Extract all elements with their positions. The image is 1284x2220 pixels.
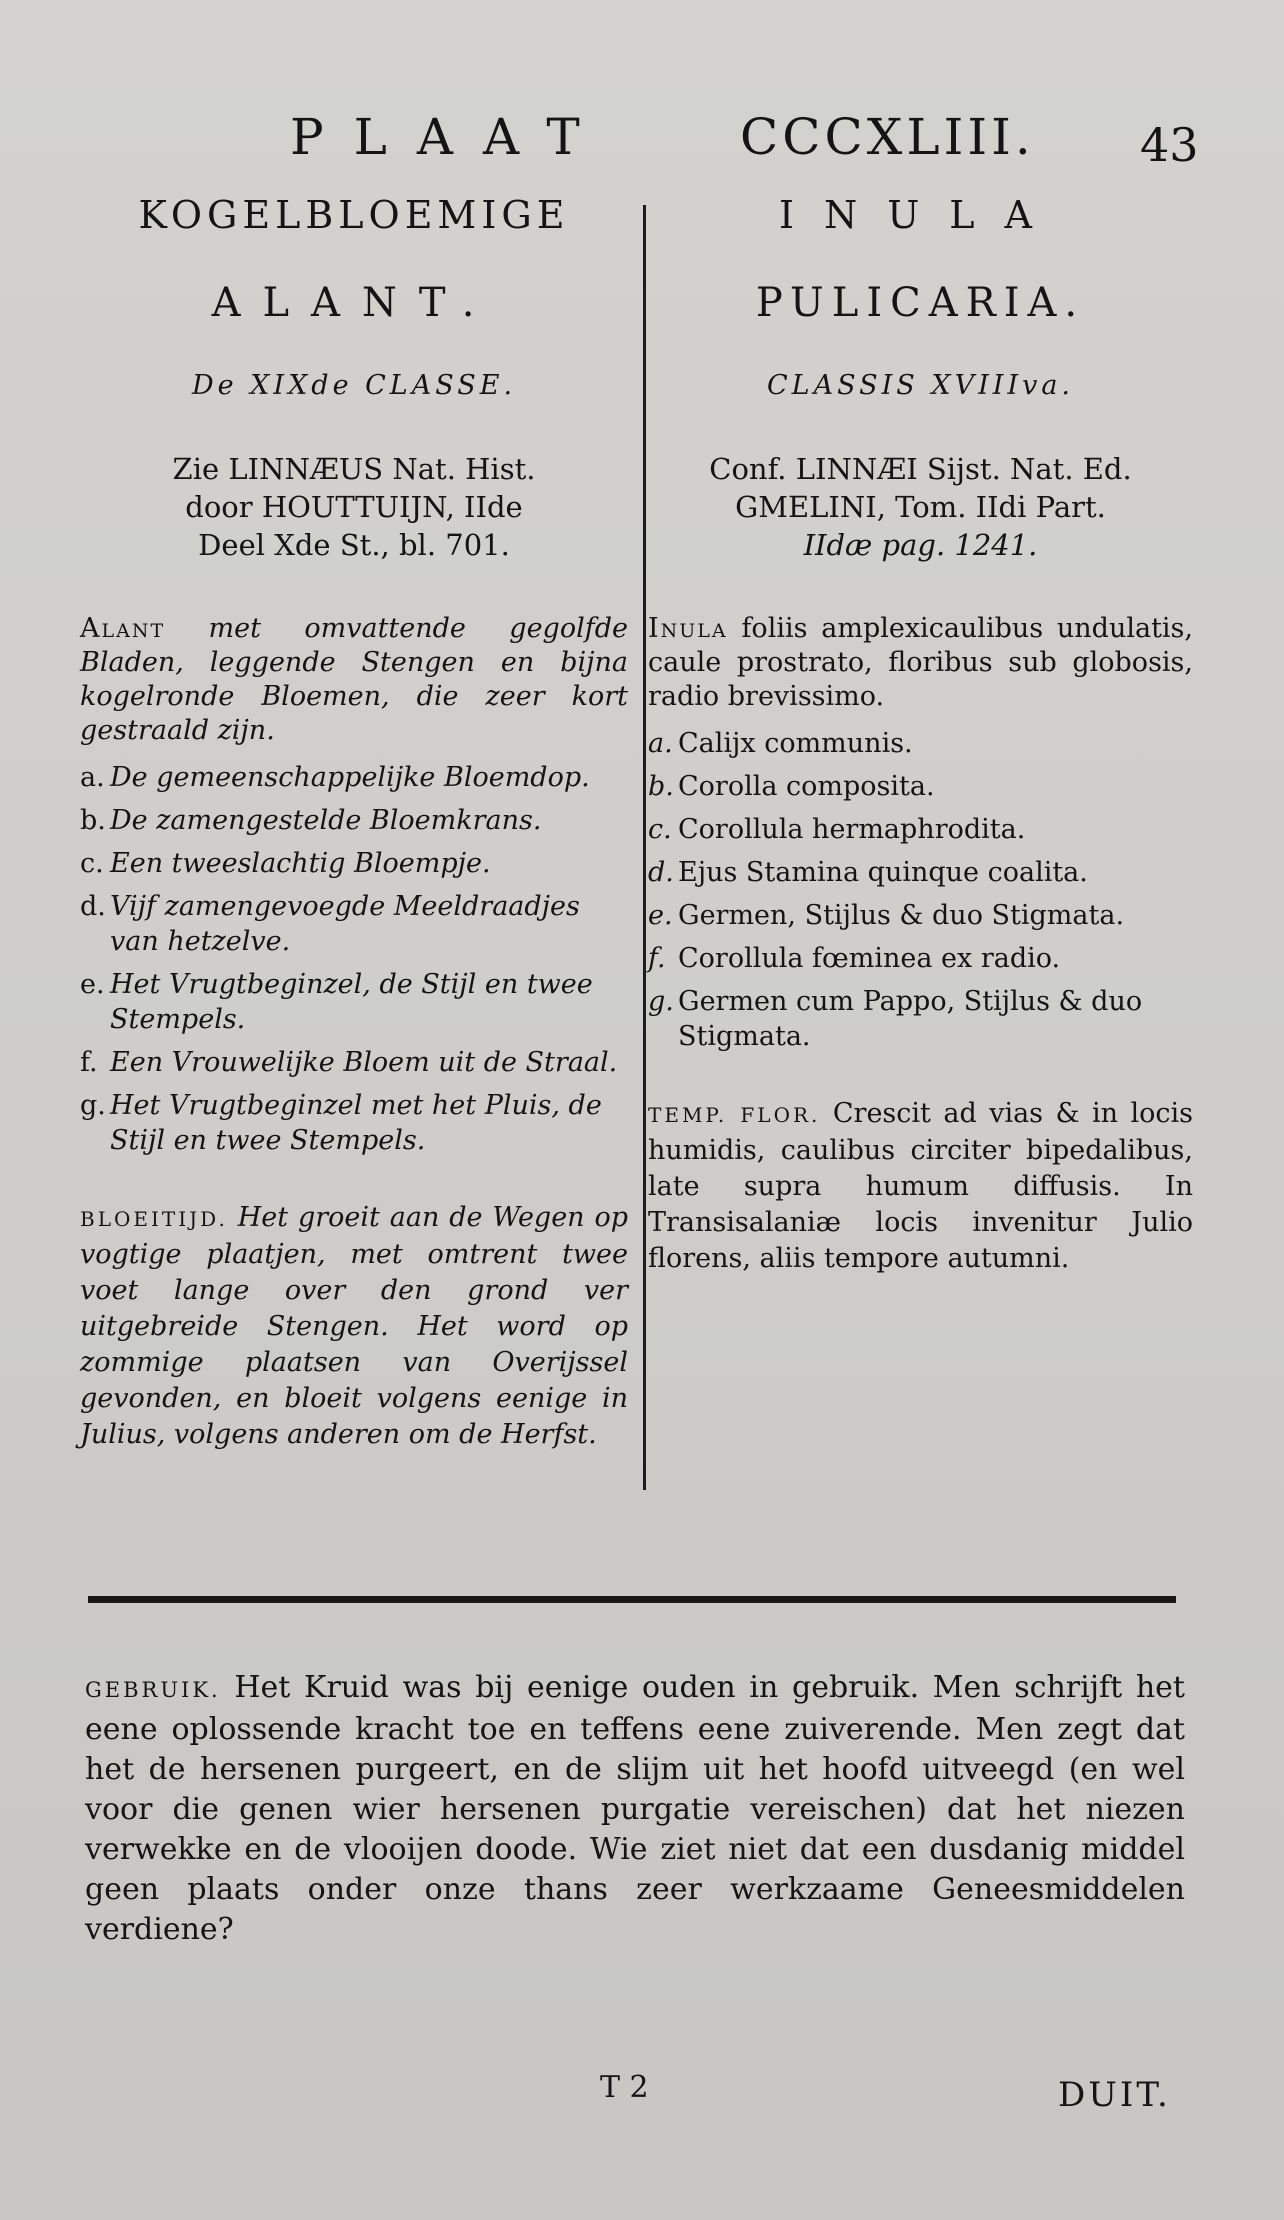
latin-reference: [648, 450, 1193, 564]
legend-text: Germen, Stijlus & duo Stigmata.: [678, 900, 1125, 931]
plate-number: CCCXLIII.: [740, 108, 1035, 166]
section-rule: [88, 1596, 1176, 1603]
legend-text: Het Vrugtbeginzel, de Stijl en twee Stempels.: [110, 969, 593, 1035]
page-header: [0, 100, 1284, 180]
dutch-classe: De XIXde CLASSE.: [191, 370, 517, 401]
legend-item: [80, 760, 628, 795]
legend-label: d.: [648, 857, 674, 888]
latin-column: [648, 190, 1193, 1277]
legend-item: [80, 1045, 628, 1080]
flowering-text: Het groeit aan de Wegen op vogtige plaatjen, met omtrent twee voet lange over den grond ver uitgebreide Stengen. Het word op zommige plaatsen van Overijssel gevonden, en bloeit volgens eenige in Julius, volgens anderen om de Herfst.: [80, 1202, 628, 1450]
legend-label: f.: [648, 943, 666, 974]
legend-text: Corolla composita.: [678, 771, 935, 802]
legend-item: [80, 846, 628, 881]
usage-text: Het Kruid was bij eenige ouden in gebruik. Men schrijft het eene oplossende kracht toe en teffens eene zuiverende. Men zegt dat het de hersenen purgeert, en de slijm uit het hoofd uitveegd (en wel voor die genen wier hersenen purgatie vereischen) dat het niezen verwekke en de vlooijen doode. Wie ziet niet dat een dusdanig middel geen plaats onder onze thans zeer werkzaame Geneesmiddelen verdiene?: [85, 1670, 1185, 1947]
legend-text: Calijx communis.: [678, 728, 913, 759]
legend-item: [80, 889, 628, 959]
legend-item: [80, 967, 628, 1037]
dutch-description: [80, 612, 628, 748]
description-lead: Alant: [80, 613, 166, 644]
latin-classe: CLASSIS XVIIIva.: [767, 370, 1074, 401]
legend-item: [648, 941, 1193, 976]
dutch-reference: [80, 450, 628, 564]
legend-item: [80, 803, 628, 838]
description-text: met omvattende gegolfde Bladen, leggende Stengen en bijna kogelronde Bloemen, die zeer kort gestraald zijn.: [80, 613, 628, 746]
description-text: foliis amplexicaulibus undulatis, caule prostrato, floribus sub globosis, radio brevissimo.: [648, 613, 1193, 712]
latin-figure-legend: [648, 726, 1193, 1054]
reference-line: Deel Xde St., bl. 701.: [198, 528, 510, 562]
legend-label: d.: [80, 891, 106, 922]
reference-line: GMELINI, Tom. IIdi Part.: [735, 490, 1106, 524]
latin-title-line1: INULA: [779, 193, 1062, 237]
legend-text: Germen cum Pappo, Stijlus & duo Stigmata.: [678, 986, 1143, 1052]
legend-text: Corollula fœminea ex radio.: [678, 943, 1061, 974]
legend-item: [648, 984, 1193, 1054]
legend-label: g.: [80, 1090, 106, 1121]
reference-line: Zie LINNÆUS Nat. Hist.: [172, 452, 536, 486]
reference-line: IIdæ pag. 1241.: [803, 528, 1038, 562]
legend-label: c.: [648, 814, 672, 845]
legend-text: Een Vrouwelijke Bloem uit de Straal.: [110, 1047, 618, 1078]
legend-label: e.: [80, 969, 105, 1000]
legend-text: Het Vrugtbeginzel met het Pluis, de Stijl en twee Stempels.: [110, 1090, 602, 1156]
legend-text: Een tweeslachtig Bloempje.: [110, 848, 491, 879]
legend-text: De gemeenschappelijke Bloemdop.: [110, 762, 590, 793]
dutch-title-line2: ALANT.: [211, 280, 497, 326]
legend-label: g.: [648, 986, 674, 1017]
legend-label: b.: [648, 771, 674, 802]
legend-item: [648, 898, 1193, 933]
reference-line: Conf. LINNÆI Sijst. Nat. Ed.: [709, 452, 1132, 486]
legend-item: [648, 855, 1193, 890]
legend-label: f.: [80, 1047, 98, 1078]
usage-lead: GEBRUIK.: [85, 1678, 221, 1702]
latin-flowering-time: [648, 1096, 1193, 1277]
legend-label: a.: [648, 728, 673, 759]
legend-label: e.: [648, 900, 673, 931]
legend-label: c.: [80, 848, 104, 879]
flowering-lead: BLOEITIJD.: [80, 1207, 228, 1231]
legend-text: De zamengestelde Bloemkrans.: [110, 805, 542, 836]
usage-paragraph: [85, 1668, 1185, 1950]
dutch-column: [80, 190, 628, 1453]
latin-title-line2: PULICARIA.: [755, 280, 1086, 326]
plate-label: PLAAT: [290, 108, 610, 166]
legend-text: Vijf zamengevoegde Meeldraadjes van hetzelve.: [110, 891, 580, 957]
latin-description: [648, 612, 1193, 714]
legend-text: Ejus Stamina quinque coalita.: [678, 857, 1088, 888]
column-divider: [643, 205, 646, 1490]
dutch-flowering-time: [80, 1200, 628, 1453]
legend-label: b.: [80, 805, 106, 836]
reference-line: door HOUTTUIJN, IIde: [185, 490, 523, 524]
signature-mark: T 2: [600, 2070, 649, 2105]
page-number: 43: [1140, 118, 1199, 172]
flowering-lead: TEMP. FLOR.: [648, 1103, 821, 1127]
legend-item: [648, 726, 1193, 761]
catchword: DUIT.: [1058, 2075, 1171, 2115]
legend-item: [648, 769, 1193, 804]
legend-label: a.: [80, 762, 105, 793]
dutch-title-line1: KOGELBLOEMIGE: [138, 193, 570, 237]
legend-text: Corollula hermaphrodita.: [678, 814, 1026, 845]
legend-item: [80, 1088, 628, 1158]
dutch-figure-legend: [80, 760, 628, 1158]
legend-item: [648, 812, 1193, 847]
flowering-text: Crescit ad vias & in locis humidis, caulibus circiter bipedalibus, late supra humum diffusis. In Transisalaniæ locis invenitur Julio florens, aliis tempore autumni.: [648, 1098, 1193, 1274]
description-lead: Inula: [648, 613, 728, 644]
